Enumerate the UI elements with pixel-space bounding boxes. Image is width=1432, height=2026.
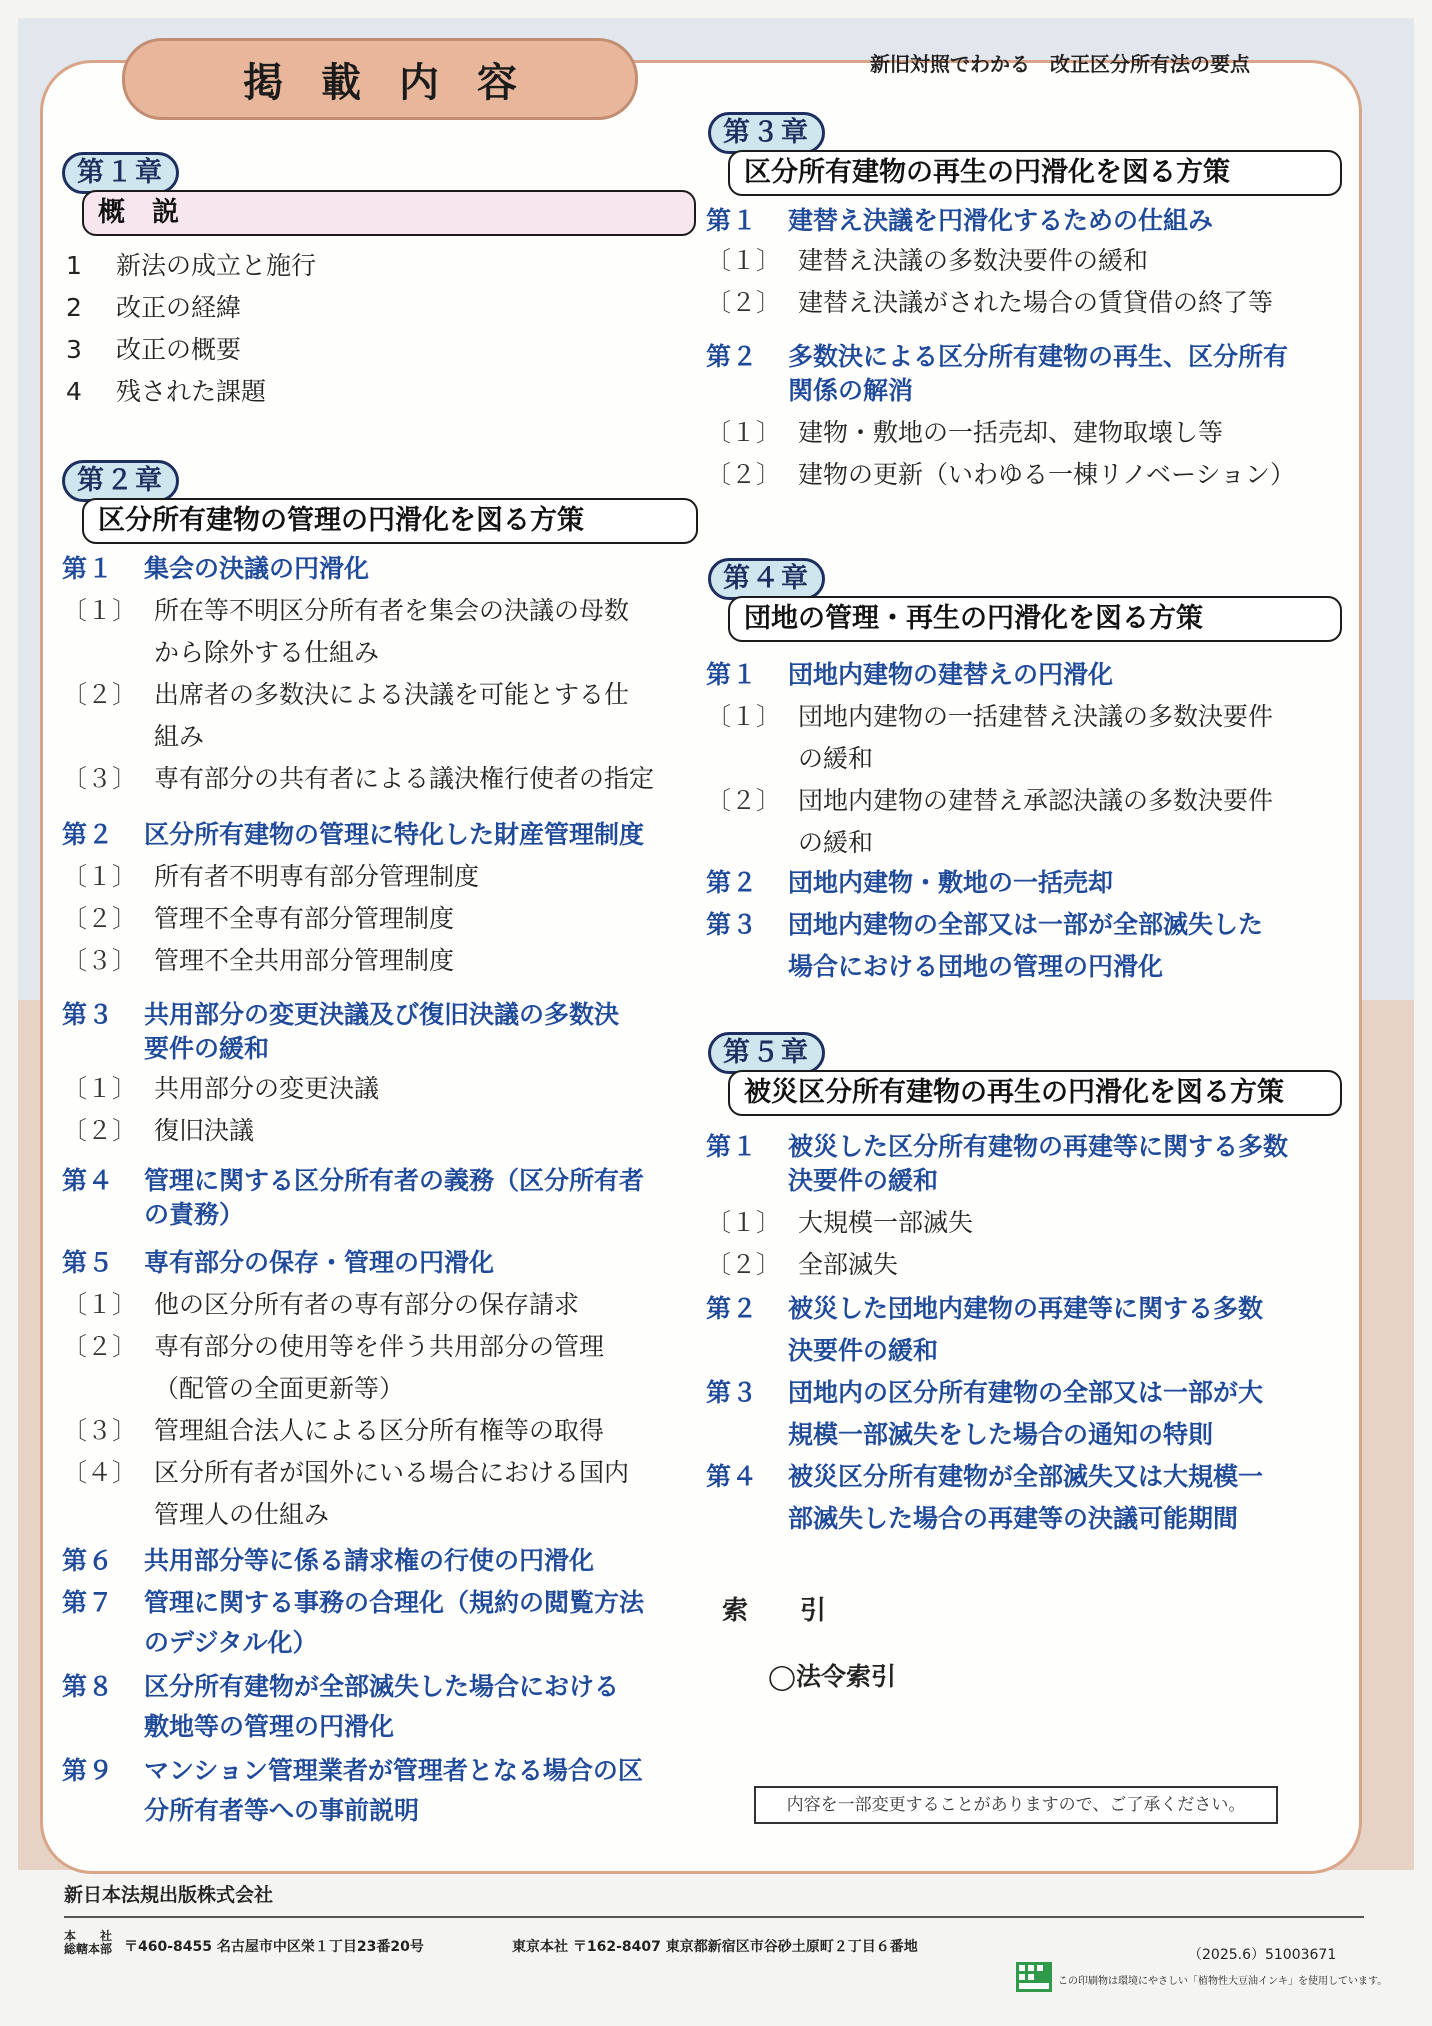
list-item: 1 新法の成立と施行 bbox=[66, 251, 317, 280]
chapter-3-badge: 第３章 bbox=[708, 112, 825, 154]
section-heading-cont: 決要件の緩和 bbox=[788, 1336, 939, 1365]
list-item: 〔２〕 復旧決議 bbox=[62, 1116, 255, 1145]
section-heading: 第２ 団地内建物・敷地の一括売却 bbox=[706, 868, 1114, 897]
page-title: 掲載内容 bbox=[243, 59, 555, 106]
list-item-cont: （配管の全面更新等） bbox=[154, 1374, 405, 1403]
eco-ink-icon bbox=[1016, 1962, 1052, 1992]
section-heading: 第４ 管理に関する区分所有者の義務（区分所有者 bbox=[62, 1166, 645, 1195]
hq-address: 〒460-8455 名古屋市中区栄１丁目23番20号 bbox=[124, 1939, 424, 1955]
list-item: 〔２〕 管理不全専有部分管理制度 bbox=[62, 904, 455, 933]
list-item-cont: の緩和 bbox=[798, 828, 874, 857]
index-title: 索 引 bbox=[722, 1596, 827, 1626]
section-heading: 第１ 建替え決議を円滑化するための仕組み bbox=[706, 206, 1214, 235]
section-heading: 第５ 専有部分の保存・管理の円滑化 bbox=[62, 1248, 495, 1277]
section-heading: 第９ マンション管理業者が管理者となる場合の区 bbox=[62, 1756, 643, 1785]
chapter-3-title: 区分所有建物の再生の円滑化を図る方策 bbox=[728, 150, 1342, 196]
chapter-2-title: 区分所有建物の管理の円滑化を図る方策 bbox=[82, 498, 698, 544]
tokyo-address: 東京本社 〒162-8407 東京都新宿区市谷砂土原町２丁目６番地 bbox=[512, 1939, 918, 1955]
hq-label: 本 社 総轄本部 bbox=[64, 1929, 113, 1956]
section-heading: 第３ 共用部分の変更決議及び復旧決議の多数決 bbox=[62, 1000, 620, 1029]
chapter-2-badge: 第２章 bbox=[62, 460, 179, 502]
list-item: 3 改正の概要 bbox=[66, 335, 242, 364]
section-heading-cont: 部滅失した場合の再建等の決議可能期間 bbox=[788, 1504, 1239, 1533]
section-heading-cont: 分所有者等への事前説明 bbox=[144, 1796, 420, 1825]
eco-ink-note: この印刷物は環境にやさしい「植物性大豆油インキ」を使用しています。 bbox=[1058, 1976, 1388, 1987]
publisher-name: 新日本法規出版株式会社 bbox=[64, 1884, 274, 1906]
chapter-5-title: 被災区分所有建物の再生の円滑化を図る方策 bbox=[728, 1070, 1342, 1116]
section-heading-cont: のデジタル化） bbox=[144, 1628, 318, 1657]
section-heading-cont: 要件の緩和 bbox=[144, 1034, 270, 1063]
index-item: ◯法令索引 bbox=[768, 1662, 896, 1691]
list-item: 〔１〕 建物・敷地の一括売却、建物取壊し等 bbox=[706, 418, 1224, 447]
list-item: 〔１〕 団地内建物の一括建替え決議の多数決要件 bbox=[706, 702, 1274, 731]
section-heading-cont: 決要件の緩和 bbox=[788, 1166, 939, 1195]
list-item: 〔２〕 全部滅失 bbox=[706, 1250, 899, 1279]
list-item: 〔３〕 管理組合法人による区分所有権等の取得 bbox=[62, 1416, 605, 1445]
notice-box: 内容を一部変更することがありますので、ご了承ください。 bbox=[754, 1786, 1278, 1824]
list-item: 4 残された課題 bbox=[66, 377, 267, 406]
section-heading-cont: の責務） bbox=[144, 1200, 245, 1229]
section-heading: 第２ 多数決による区分所有建物の再生、区分所有 bbox=[706, 342, 1289, 371]
section-heading: 第３ 団地内の区分所有建物の全部又は一部が大 bbox=[706, 1378, 1264, 1407]
section-heading-cont: 規模一部滅失をした場合の通知の特則 bbox=[788, 1420, 1214, 1449]
list-item-cont: の緩和 bbox=[798, 744, 874, 773]
section-heading: 第１ 集会の決議の円滑化 bbox=[62, 554, 370, 583]
header-tab bbox=[122, 38, 638, 120]
section-heading-cont: 関係の解消 bbox=[788, 376, 914, 405]
list-item-cont: から除外する仕組み bbox=[154, 638, 380, 667]
section-heading: 第６ 共用部分等に係る請求権の行使の円滑化 bbox=[62, 1546, 595, 1575]
list-item: 〔２〕 専有部分の使用等を伴う共用部分の管理 bbox=[62, 1332, 605, 1361]
section-heading: 第３ 団地内建物の全部又は一部が全部滅失した bbox=[706, 910, 1264, 939]
section-heading: 第１ 団地内建物の建替えの円滑化 bbox=[706, 660, 1114, 689]
section-heading: 第１ 被災した区分所有建物の再建等に関する多数 bbox=[706, 1132, 1289, 1161]
list-item: 〔２〕 団地内建物の建替え承認決議の多数決要件 bbox=[706, 786, 1274, 815]
list-item: 〔３〕 専有部分の共有者による議決権行使者の指定 bbox=[62, 764, 655, 793]
list-item: 〔４〕 区分所有者が国外にいる場合における国内 bbox=[62, 1458, 630, 1487]
section-heading: 第２ 区分所有建物の管理に特化した財産管理制度 bbox=[62, 820, 645, 849]
footer-divider bbox=[64, 1916, 1364, 1918]
section-heading-cont: 敷地等の管理の円滑化 bbox=[144, 1712, 395, 1741]
list-item: 〔２〕 出席者の多数決による決議を可能とする仕 bbox=[62, 680, 630, 709]
list-item: 〔１〕 他の区分所有者の専有部分の保存請求 bbox=[62, 1290, 580, 1319]
chapter-1-title: 概 説 bbox=[82, 190, 696, 236]
list-item: 〔１〕 建替え決議の多数決要件の緩和 bbox=[706, 246, 1149, 275]
list-item: 〔３〕 管理不全共用部分管理制度 bbox=[62, 946, 455, 975]
section-heading: 第７ 管理に関する事務の合理化（規約の閲覧方法 bbox=[62, 1588, 645, 1617]
book-title: 新旧対照でわかる 改正区分所有法の要点 bbox=[870, 52, 1250, 76]
chapter-4-title: 団地の管理・再生の円滑化を図る方策 bbox=[728, 596, 1342, 642]
section-heading: 第２ 被災した団地内建物の再建等に関する多数 bbox=[706, 1294, 1264, 1323]
list-item: 2 改正の経緯 bbox=[66, 293, 242, 322]
list-item: 〔１〕 所有者不明専有部分管理制度 bbox=[62, 862, 480, 891]
list-item: 〔１〕 共用部分の変更決議 bbox=[62, 1074, 380, 1103]
catalog-code: （2025.6）51003671 bbox=[1188, 1947, 1337, 1963]
list-item: 〔１〕 所在等不明区分所有者を集会の決議の母数 bbox=[62, 596, 630, 625]
section-heading: 第４ 被災区分所有建物が全部滅失又は大規模一 bbox=[706, 1462, 1264, 1491]
list-item: 〔２〕 建替え決議がされた場合の賃貸借の終了等 bbox=[706, 288, 1274, 317]
section-heading-cont: 場合における団地の管理の円滑化 bbox=[788, 952, 1164, 981]
list-item-cont: 組み bbox=[154, 722, 205, 751]
chapter-4-badge: 第４章 bbox=[708, 558, 825, 600]
section-heading: 第８ 区分所有建物が全部滅失した場合における bbox=[62, 1672, 620, 1701]
list-item: 〔１〕 大規模一部滅失 bbox=[706, 1208, 974, 1237]
chapter-1-badge: 第１章 bbox=[62, 152, 179, 194]
list-item: 〔２〕 建物の更新（いわゆる一棟リノベーション） bbox=[706, 460, 1296, 489]
list-item-cont: 管理人の仕組み bbox=[154, 1500, 330, 1529]
chapter-5-badge: 第５章 bbox=[708, 1032, 825, 1074]
